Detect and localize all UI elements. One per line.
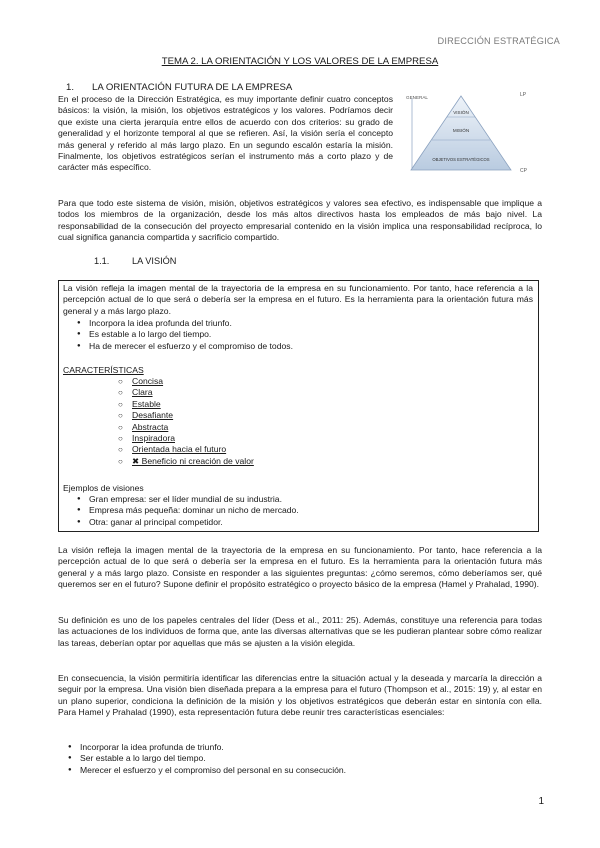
subsection-title: LA VISIÓN — [132, 256, 177, 266]
list-item: ● Empresa más pequeña: dominar un nicho de mercado. — [63, 505, 523, 516]
subsection-heading — [94, 256, 176, 267]
list-item: ● Es estable a lo largo del tiempo. — [63, 329, 523, 340]
characteristics-list — [118, 376, 418, 467]
paragraph-vision-definition: La visión refleja la imagen mental de la trayectoria de la empresa en su funcionamiento. Por tanto, hace referencia a la percepción actual de lo que será o debería ser la empresa en el futuro. Es la herramienta para la orientación futura más general y a más largo plazo. Consiste en responder a las siguientes preguntas: ¿cómo seremos, cómo deberíamos ser, qué queremos ser en el futuro? Supone definir el propósito estratégico o proyecto básico de la empresa (Hamel y Prahalad, 1990). — [58, 545, 542, 590]
list-item: ● Incorpora la idea profunda del triunfo. — [63, 318, 523, 329]
list-item: ○ Clara — [118, 387, 418, 398]
page-title: TEMA 2. LA ORIENTACIÓN Y LOS VALORES DE LA EMPRESA — [161, 56, 439, 67]
intro-paragraph: En el proceso de la Dirección Estratégica, es muy importante definir cuatro conceptos básicos: la visión, la misión, los objetivos estratégicos y los valores. Podríamos decir que existe una cierta jerarquía entre ellos de acuerdo con dos criterios: su grado de generalidad y el horizonte temporal al que se refieren. Así, la visión sería el concepto más general y referido al más largo plazo. En un segundo escalón estaría la misión. Finalmente, los objetivos estratégicos serían el instrumento más a corto plazo y de carácter más específico. — [58, 94, 393, 173]
pyramid-general-label: GENERAL — [406, 95, 428, 100]
pyramid-lp-label: LP — [520, 92, 527, 98]
list-item: ● Ha de merecer el esfuerzo y el compromiso de todos. — [63, 341, 523, 352]
section-title: LA ORIENTACIÓN FUTURA DE LA EMPRESA — [92, 82, 293, 93]
paragraph-system: Para que todo este sistema de visión, misión, objetivos estratégicos y valores sea efectivo, es indispensable que implique a todos los miembros de la organización, desde los más altos directivos hasta los empleados de más bajo nivel. La responsabilidad de la consecución del proyecto empresarial contenido en la visión implica una responsabilidad recíproca, lo cual significa ganancia compartida y sacrificio compartido. — [58, 198, 542, 243]
section-heading-1 — [66, 82, 292, 93]
list-item: ● Gran empresa: ser el líder mundial de su industria. — [63, 494, 523, 505]
box-bullets — [63, 318, 523, 352]
hierarchy-pyramid-diagram — [404, 86, 544, 182]
essential-characteristics-list — [54, 742, 534, 776]
examples-title: Ejemplos de visiones — [63, 483, 144, 493]
vision-summary-box — [58, 280, 539, 532]
paragraph-consequence: En consecuencia, la visión permitiría identificar las diferencias entre la situación actual y la deseada y marcaría la dirección a seguir por la empresa. Una visión bien diseñada prepara a la empresa para el futuro (Thompson et al., 2015: 19) y, al estar en un plano superior, condiciona la definición de la misión y los objetivos estratégicos que deberán estar en sintonía con ella. Para Hamel y Prahalad (1990), esta representación futura debe reunir tres características esenciales: — [58, 673, 542, 718]
examples-list — [63, 494, 523, 528]
subsection-number: 1.1. — [94, 256, 110, 266]
list-item: ● Ser estable a lo largo del tiempo. — [54, 753, 534, 764]
list-item: ○ Estable — [118, 399, 418, 410]
list-item: ○ ✖ Beneficio ni creación de valor — [118, 456, 418, 467]
characteristics-title: CARACTERÍSTICAS — [63, 365, 144, 375]
list-item: ○ Inspiradora — [118, 433, 418, 444]
pyramid-level-objetivos: OBJETIVOS ESTRATÉGICOS — [432, 157, 490, 162]
list-item: ○ Orientada hacia el futuro — [118, 444, 418, 455]
list-item: ● Merecer el esfuerzo y el compromiso del personal en su consecución. — [54, 765, 534, 776]
page-number: 1 — [538, 796, 544, 807]
list-item: ○ Concisa — [118, 376, 418, 387]
pyramid-level-vision: VISIÓN — [453, 110, 469, 115]
list-item: ○ Abstracta — [118, 422, 418, 433]
section-number: 1. — [66, 82, 75, 93]
running-header: DIRECCIÓN ESTRATÉGICA — [437, 36, 560, 46]
list-item: ● Incorporar la idea profunda de triunfo. — [54, 742, 534, 753]
pyramid-level-mision: MISIÓN — [452, 128, 470, 133]
pyramid-cp-label: CP — [520, 168, 527, 174]
list-item: ● Otra: ganar al principal competidor. — [63, 517, 523, 528]
list-item: ○ Desafiante — [118, 410, 418, 421]
box-intro: La visión refleja la imagen mental de la trayectoria de la empresa en su funcionamiento. Por tanto, hace referencia a la percepción actual de lo que será o debería ser la empresa en el futuro. Es la herramienta para la orientación futura más general y a más largo plazo. — [63, 283, 533, 316]
paragraph-leader-role: Su definición es uno de los papeles centrales del líder (Dess et al., 2011: 25). Además, constituye una referencia para todas las actuaciones de los individuos de forma que, ante las diversas alternativas que se les pudieran plantear sobre cómo realizar las tareas, deberían optar por aquellas que más se ajusten a la visión elegida. — [58, 615, 542, 648]
